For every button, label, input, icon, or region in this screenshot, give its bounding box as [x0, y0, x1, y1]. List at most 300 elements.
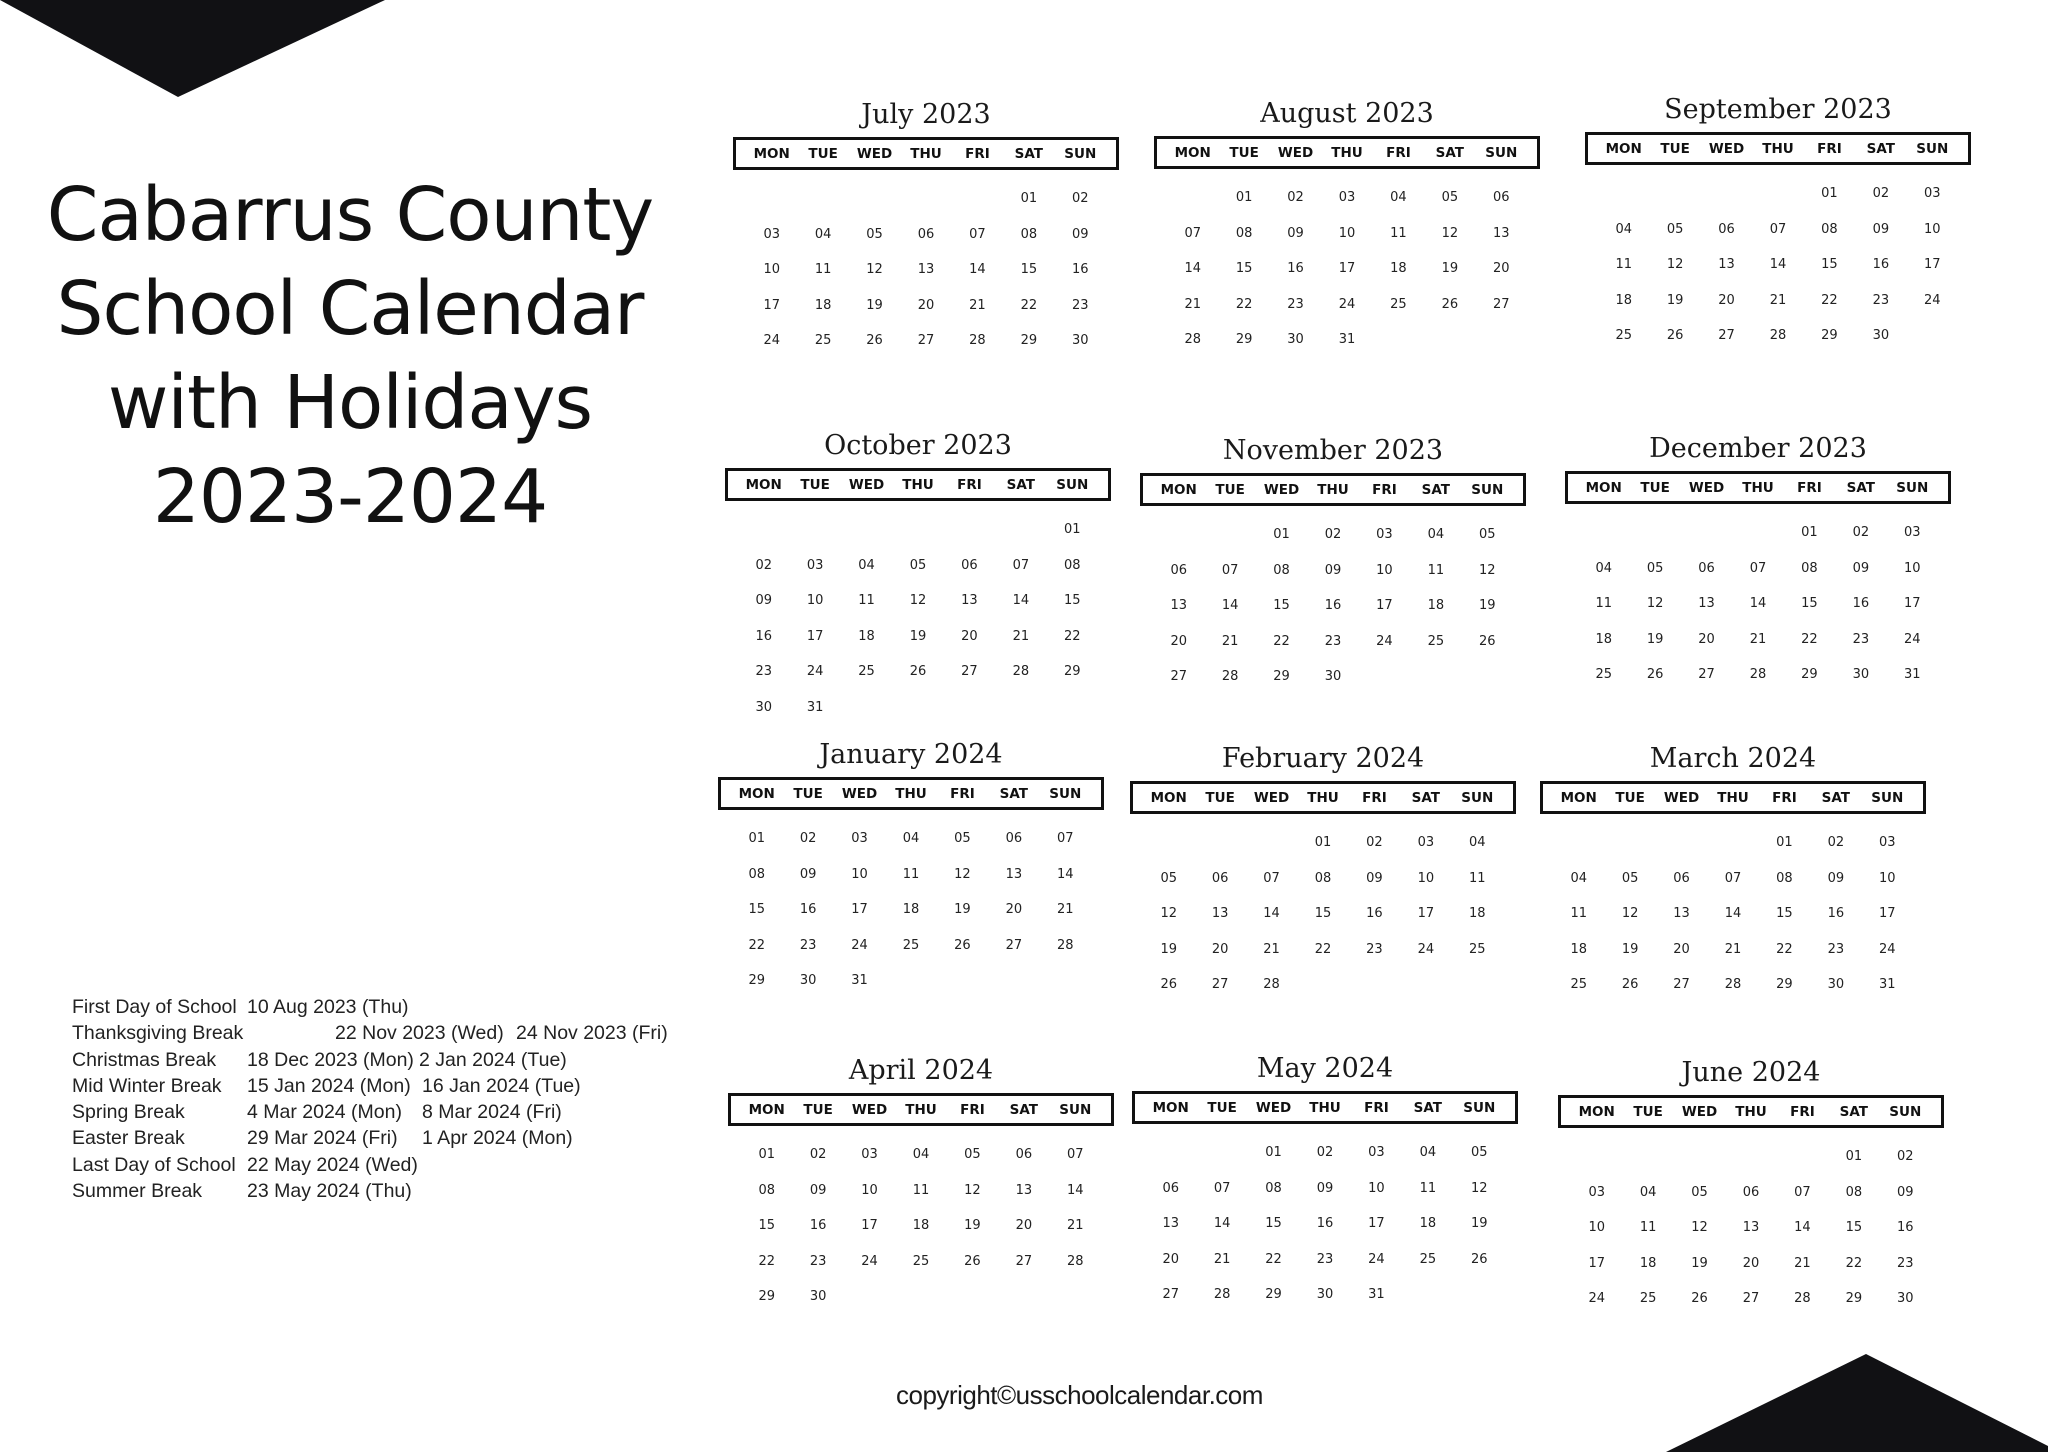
day-cell: 28: [1221, 669, 1239, 684]
bottom-triangle-decoration: [1640, 1350, 2048, 1452]
day-cell: 07: [1769, 221, 1787, 237]
day-cell: 11: [1469, 870, 1486, 886]
weekday-label: SAT: [1006, 476, 1036, 493]
day-cell: 30: [1827, 977, 1845, 992]
day-cell: 25: [1595, 667, 1612, 682]
day-cell: 05: [1666, 221, 1684, 237]
empty-day-cell: [944, 521, 995, 557]
event-label: Easter Break: [72, 1127, 185, 1150]
day-cell: 25: [1570, 977, 1587, 992]
day-cell: 09: [1827, 870, 1845, 886]
day-cell: 29: [1801, 667, 1818, 682]
day-cell: 09: [1872, 221, 1890, 237]
day-cell: 07: [1213, 1180, 1231, 1196]
day-cell: 20: [917, 297, 935, 313]
day-cell: 12: [1479, 562, 1496, 578]
day-cell: 10: [806, 593, 824, 608]
empty-day-cell: [746, 190, 797, 226]
day-grid: [1130, 834, 1516, 1012]
day-cell: 01: [1314, 835, 1332, 850]
weekday-label: WED: [1253, 789, 1290, 806]
day-cell: 25: [902, 937, 920, 953]
weekday-label: FRI: [965, 145, 990, 162]
day-cell: 26: [1479, 633, 1496, 649]
day-cell: 06: [1742, 1184, 1760, 1200]
day-cell: 19: [1160, 941, 1177, 957]
day-cell: 11: [1615, 257, 1632, 272]
day-cell: 07: [1057, 831, 1074, 846]
day-cell: 25: [912, 1253, 930, 1269]
day-cell: 03: [1376, 527, 1393, 542]
day-cell: 25: [814, 333, 832, 348]
day-cell: 22: [1821, 292, 1838, 308]
day-cell: 21: [1221, 633, 1239, 649]
day-cell: 19: [1666, 292, 1684, 308]
day-cell: 14: [1067, 1182, 1084, 1198]
empty-day-cell: [1732, 524, 1783, 560]
empty-day-cell: [892, 521, 943, 557]
day-cell: 14: [1263, 906, 1280, 921]
month-title: February 2024: [1221, 743, 1425, 774]
day-grid: [1140, 526, 1526, 704]
day-cell: 13: [1742, 1220, 1760, 1235]
weekday-label: TUE: [800, 476, 830, 493]
day-cell: 03: [806, 557, 824, 573]
empty-day-cell: [841, 521, 892, 557]
day-cell: 27: [1005, 937, 1023, 953]
day-cell: 18: [1469, 906, 1486, 921]
day-cell: 17: [1368, 1216, 1385, 1231]
day-cell: 29: [1821, 328, 1838, 343]
day-cell: 08: [1064, 557, 1081, 573]
day-cell: 31: [851, 973, 868, 988]
month-calendar: [1585, 92, 1971, 363]
day-cell: 23: [1316, 1251, 1334, 1267]
event-label: Thanksgiving Break: [72, 1022, 244, 1045]
day-cell: 20: [1162, 1251, 1179, 1267]
day-cell: 18: [1419, 1216, 1437, 1231]
day-cell: 29: [1235, 332, 1253, 347]
month-calendar: [725, 428, 1111, 734]
weekday-label: WED: [1277, 144, 1314, 161]
weekday-label: FRI: [950, 785, 975, 802]
weekday-label: SAT: [1839, 1103, 1869, 1120]
day-cell: 28: [1057, 937, 1074, 953]
day-cell: 06: [1005, 831, 1023, 846]
weekday-label: WED: [1663, 789, 1700, 806]
weekday-label: SAT: [1435, 144, 1465, 161]
month-calendar: [1130, 741, 1516, 1012]
month-calendar: [728, 1053, 1114, 1324]
month-calendar: [1540, 741, 1926, 1012]
day-cell: 18: [1570, 941, 1587, 957]
day-cell: 03: [1879, 835, 1896, 850]
weekday-label: FRI: [1797, 479, 1822, 496]
day-cell: 13: [1493, 225, 1510, 241]
day-cell: 07: [1184, 225, 1201, 241]
day-cell: 11: [814, 262, 832, 277]
day-cell: 25: [1615, 328, 1632, 343]
day-cell: 28: [1724, 977, 1742, 992]
weekday-header: [733, 137, 1119, 170]
title-line-1: Cabarrus County: [46, 172, 654, 258]
day-cell: 24: [763, 333, 780, 348]
day-cell: 18: [912, 1218, 930, 1233]
title-line-2: School Calendar: [56, 266, 644, 352]
day-cell: 06: [1698, 560, 1715, 576]
day-cell: 16: [1072, 262, 1089, 277]
day-cell: 15: [1273, 598, 1290, 613]
weekday-label: WED: [1681, 1103, 1718, 1120]
weekday-label: WED: [848, 476, 885, 493]
event-label: Christmas Break: [72, 1048, 217, 1071]
day-cell: 12: [1666, 257, 1684, 272]
day-cell: 20: [1211, 941, 1229, 957]
day-cell: 02: [755, 557, 772, 573]
weekday-label: SUN: [1059, 1101, 1092, 1118]
day-cell: 21: [1749, 631, 1767, 647]
weekday-label: SAT: [1846, 479, 1876, 496]
day-cell: 15: [1064, 593, 1081, 608]
day-cell: 12: [1441, 225, 1459, 241]
month-title: January 2024: [819, 739, 1003, 770]
weekday-label: TUE: [808, 145, 838, 162]
day-cell: 10: [1879, 870, 1896, 886]
empty-day-cell: [1571, 1148, 1622, 1184]
day-cell: 02: [809, 1147, 827, 1162]
weekday-label: THU: [1742, 479, 1774, 496]
day-cell: 04: [1469, 835, 1486, 850]
day-cell: 27: [1170, 669, 1187, 684]
day-cell: 14: [1794, 1220, 1811, 1235]
day-cell: 14: [969, 262, 986, 277]
day-cell: 29: [1273, 669, 1290, 684]
day-grid: [1558, 1148, 1944, 1326]
weekday-label: WED: [1263, 481, 1300, 498]
weekday-label: SUN: [1485, 144, 1518, 161]
weekday-label: SAT: [999, 785, 1029, 802]
day-cell: 08: [1273, 562, 1290, 578]
day-cell: 05: [1160, 870, 1177, 886]
page-title: [40, 168, 660, 544]
empty-day-cell: [1701, 185, 1752, 221]
day-cell: 02: [1852, 525, 1870, 540]
day-cell: 17: [1376, 598, 1393, 613]
weekday-label: TUE: [1229, 144, 1259, 161]
day-cell: 27: [1698, 667, 1715, 682]
weekday-header: [725, 468, 1111, 501]
day-cell: 11: [1595, 596, 1612, 611]
day-cell: 08: [758, 1182, 775, 1198]
weekday-label: MON: [753, 145, 790, 162]
day-cell: 27: [1673, 977, 1690, 992]
weekday-label: THU: [1735, 1103, 1767, 1120]
day-cell: 02: [1287, 190, 1304, 205]
weekday-label: FRI: [1772, 789, 1797, 806]
day-cell: 23: [1852, 631, 1870, 647]
title-line-4: 2023-2024: [152, 454, 548, 540]
event-end-date: 2 Jan 2024 (Tue): [419, 1048, 567, 1071]
day-cell: 28: [1012, 664, 1030, 679]
day-cell: 19: [1691, 1255, 1708, 1271]
day-cell: 23: [1287, 296, 1304, 312]
day-cell: 27: [961, 664, 978, 679]
day-cell: 26: [866, 333, 883, 348]
day-cell: 14: [1057, 866, 1074, 882]
day-cell: 02: [1897, 1149, 1914, 1164]
day-cell: 04: [1419, 1145, 1437, 1160]
day-cell: 16: [1852, 596, 1870, 611]
day-cell: 13: [961, 593, 978, 608]
day-cell: 11: [1570, 906, 1587, 921]
day-cell: 15: [758, 1218, 775, 1233]
event-label: First Day of School: [72, 996, 237, 1018]
day-cell: 03: [1417, 835, 1435, 850]
weekday-label: SUN: [1049, 785, 1082, 802]
day-cell: 19: [866, 297, 883, 313]
day-cell: 28: [1067, 1253, 1084, 1269]
day-cell: 08: [1020, 226, 1038, 242]
weekday-label: TUE: [1205, 789, 1235, 806]
day-cell: 04: [858, 557, 875, 573]
empty-day-cell: [1681, 524, 1732, 560]
weekday-label: FRI: [957, 476, 982, 493]
day-cell: 05: [964, 1147, 981, 1162]
month-title: August 2023: [1260, 98, 1434, 129]
day-cell: 01: [1776, 835, 1793, 850]
day-cell: 13: [917, 262, 935, 277]
month-title: September 2023: [1664, 94, 1892, 125]
empty-day-cell: [1153, 526, 1204, 562]
day-cell: 09: [1287, 225, 1304, 241]
day-cell: 10: [851, 866, 868, 882]
day-cell: 12: [1471, 1180, 1488, 1196]
day-cell: 26: [1441, 296, 1459, 312]
day-cell: 10: [1588, 1220, 1605, 1235]
day-cell: 01: [748, 831, 765, 846]
day-cell: 07: [1263, 870, 1280, 886]
day-cell: 21: [1067, 1218, 1084, 1233]
day-cell: 22: [1064, 628, 1081, 644]
day-cell: 18: [1639, 1255, 1657, 1271]
weekday-label: SAT: [1866, 140, 1896, 157]
event-start-date: 10 Aug 2023 (Thu): [247, 996, 409, 1018]
day-cell: 03: [851, 831, 868, 846]
day-grid: [718, 830, 1104, 1008]
day-cell: 28: [1213, 1287, 1231, 1302]
day-cell: 25: [1427, 633, 1445, 649]
weekday-header: [728, 1093, 1114, 1126]
empty-day-cell: [1777, 1148, 1828, 1184]
day-cell: 07: [1794, 1184, 1811, 1200]
day-cell: 12: [1691, 1220, 1708, 1235]
month-calendar: [1154, 96, 1540, 367]
day-cell: 10: [1924, 221, 1941, 237]
day-cell: 07: [1724, 870, 1742, 886]
day-cell: 01: [1235, 190, 1253, 205]
day-cell: 16: [1872, 257, 1890, 272]
day-cell: 02: [1872, 186, 1890, 201]
empty-day-cell: [738, 521, 789, 557]
day-cell: 17: [1879, 906, 1896, 921]
day-cell: 06: [1718, 221, 1735, 237]
day-cell: 26: [1666, 328, 1684, 343]
day-cell: 14: [1749, 596, 1767, 611]
day-cell: 08: [1235, 225, 1253, 241]
day-cell: 24: [1368, 1251, 1385, 1267]
day-cell: 13: [1211, 906, 1229, 921]
day-cell: 19: [1621, 941, 1639, 957]
empty-day-cell: [849, 190, 900, 226]
day-cell: 28: [1749, 667, 1767, 682]
weekday-label: TUE: [1215, 481, 1245, 498]
day-cell: 05: [866, 226, 883, 242]
day-cell: 09: [1366, 870, 1383, 886]
day-cell: 18: [902, 902, 920, 917]
day-cell: 13: [1005, 866, 1023, 882]
day-cell: 26: [1646, 667, 1664, 682]
empty-day-cell: [1204, 526, 1255, 562]
weekday-label: WED: [851, 1101, 888, 1118]
day-cell: 15: [1314, 906, 1332, 921]
day-cell: 11: [858, 593, 875, 608]
day-cell: 19: [909, 628, 927, 644]
day-cell: 05: [1471, 1145, 1488, 1160]
weekday-label: TUE: [803, 1101, 833, 1118]
day-cell: 19: [1441, 261, 1459, 276]
day-cell: 23: [1827, 941, 1845, 957]
day-cell: 29: [758, 1289, 775, 1304]
day-cell: 10: [1904, 560, 1921, 576]
day-cell: 15: [748, 902, 765, 917]
weekday-header: [1540, 781, 1926, 814]
month-title: July 2023: [861, 99, 991, 130]
day-cell: 29: [748, 973, 765, 988]
day-cell: 26: [1691, 1291, 1708, 1306]
day-cell: 01: [1064, 522, 1081, 537]
empty-day-cell: [1553, 834, 1604, 870]
empty-day-cell: [1194, 834, 1245, 870]
event-start-date: 23 May 2024 (Thu): [247, 1180, 412, 1203]
weekday-header: [1132, 1091, 1518, 1124]
day-cell: 12: [1621, 906, 1639, 921]
day-cell: 17: [851, 902, 868, 917]
empty-day-cell: [1674, 1148, 1725, 1184]
day-cell: 30: [1852, 667, 1870, 682]
month-title: October 2023: [824, 430, 1012, 461]
day-cell: 06: [1211, 870, 1229, 886]
day-cell: 05: [1441, 190, 1459, 205]
day-cell: 19: [1646, 631, 1664, 647]
weekday-label: SUN: [1064, 145, 1097, 162]
empty-day-cell: [1145, 1144, 1196, 1180]
day-cell: 04: [1570, 870, 1587, 886]
day-cell: 06: [1493, 190, 1510, 205]
day-cell: 23: [1324, 633, 1342, 649]
day-cell: 14: [1184, 261, 1201, 276]
day-cell: 27: [917, 333, 935, 348]
weekday-label: WED: [841, 785, 878, 802]
day-cell: 06: [961, 557, 978, 573]
day-cell: 07: [1067, 1147, 1084, 1162]
day-cell: 01: [758, 1147, 775, 1162]
weekday-header: [1140, 473, 1526, 506]
day-cell: 04: [1390, 190, 1407, 205]
day-cell: 15: [1020, 262, 1038, 277]
day-cell: 21: [1184, 296, 1201, 312]
weekday-label: THU: [1317, 481, 1349, 498]
day-cell: 31: [806, 699, 824, 715]
empty-day-cell: [1649, 185, 1700, 221]
day-cell: 31: [1904, 667, 1921, 682]
month-calendar: [733, 97, 1119, 368]
weekday-label: FRI: [1364, 1099, 1389, 1116]
day-cell: 20: [1673, 941, 1690, 957]
day-cell: 21: [1057, 902, 1074, 917]
day-cell: 02: [799, 831, 817, 846]
weekday-label: THU: [910, 145, 942, 162]
weekday-label: SAT: [1421, 481, 1451, 498]
weekday-header: [1585, 132, 1971, 165]
weekday-label: THU: [1309, 1099, 1341, 1116]
day-cell: 24: [806, 664, 824, 679]
day-cell: 21: [1794, 1255, 1811, 1271]
day-cell: 17: [1338, 261, 1356, 276]
event-start-date: 22 May 2024 (Wed): [247, 1153, 418, 1176]
weekday-label: THU: [905, 1101, 937, 1118]
day-grid: [1132, 1144, 1518, 1322]
day-cell: 09: [1324, 562, 1342, 578]
day-cell: 14: [1221, 598, 1239, 613]
weekday-header: [718, 777, 1104, 810]
day-grid: [1585, 185, 1971, 363]
day-cell: 22: [1845, 1255, 1863, 1271]
day-cell: 10: [1368, 1180, 1385, 1196]
empty-day-cell: [1598, 185, 1649, 221]
day-cell: 27: [1493, 296, 1510, 312]
day-cell: 11: [902, 866, 920, 882]
day-cell: 18: [1615, 292, 1632, 308]
day-cell: 24: [861, 1253, 878, 1269]
day-cell: 30: [1897, 1291, 1914, 1306]
empty-day-cell: [1629, 524, 1680, 560]
weekday-label: WED: [1688, 479, 1725, 496]
month-calendar: [1565, 431, 1951, 702]
event-start-date: 15 Jan 2024 (Mon): [247, 1074, 411, 1097]
day-cell: 22: [1020, 297, 1038, 313]
day-cell: 10: [763, 262, 780, 277]
weekday-label: MON: [1560, 789, 1597, 806]
empty-day-cell: [797, 190, 848, 226]
day-cell: 16: [755, 628, 772, 644]
day-cell: 06: [1162, 1180, 1179, 1196]
month-title: March 2024: [1649, 743, 1817, 774]
event-end-date: 1 Apr 2024 (Mon): [422, 1127, 573, 1150]
event-label: Summer Break: [72, 1180, 203, 1203]
day-cell: 26: [1160, 977, 1177, 992]
day-cell: 14: [1213, 1216, 1231, 1231]
day-cell: 19: [1471, 1216, 1488, 1231]
day-cell: 18: [1427, 598, 1445, 613]
day-cell: 30: [1316, 1287, 1334, 1302]
day-cell: 08: [1314, 870, 1332, 886]
day-cell: 15: [1845, 1220, 1863, 1235]
day-cell: 17: [1417, 906, 1435, 921]
day-cell: 09: [809, 1182, 827, 1198]
day-cell: 24: [1924, 292, 1941, 308]
weekday-label: WED: [856, 145, 893, 162]
day-cell: 28: [1769, 328, 1787, 343]
